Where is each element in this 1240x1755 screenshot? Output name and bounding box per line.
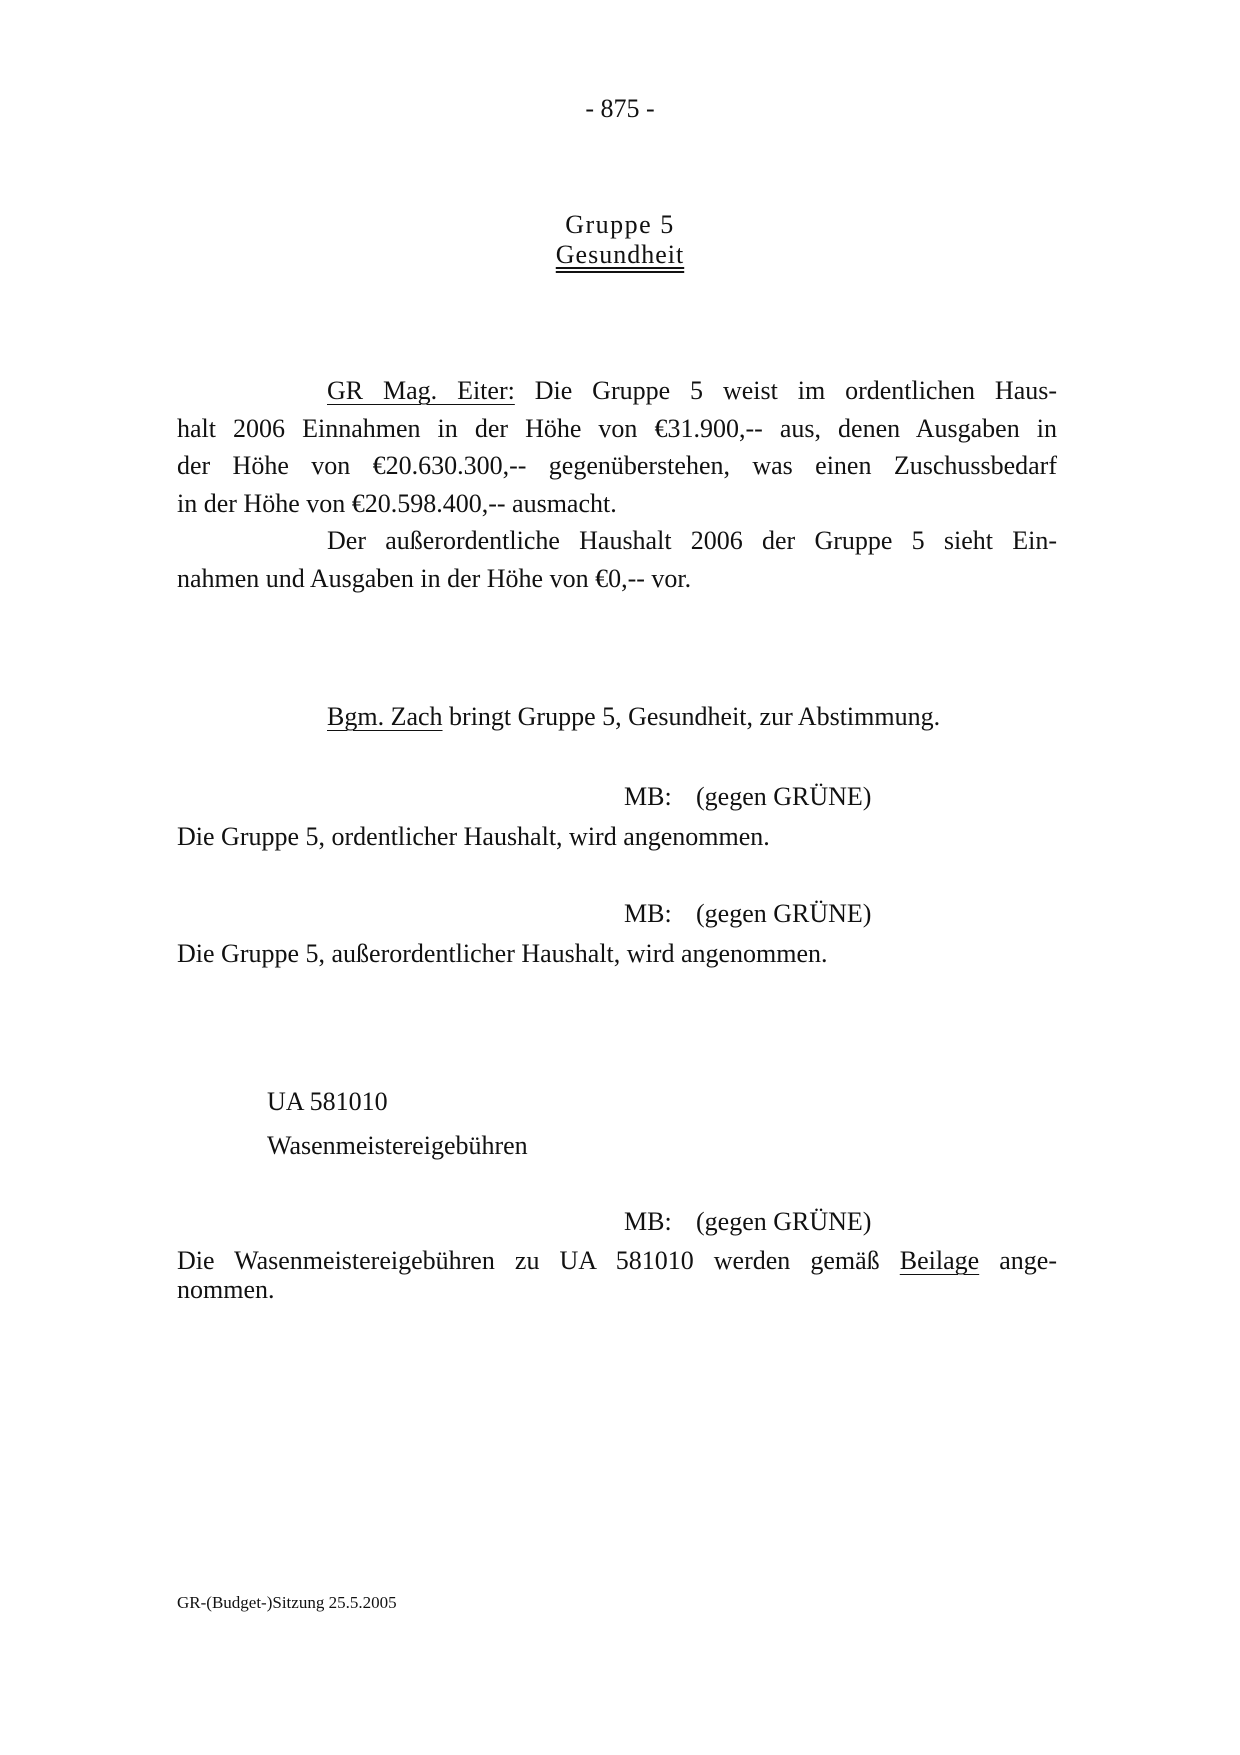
vote-mb-note: (gegen GRÜNE) — [696, 1207, 872, 1236]
beilage-reference: Beilage — [899, 1246, 980, 1275]
speech-line-1 — [177, 372, 1057, 410]
speaker-name: GR Mag. Eiter: — [327, 376, 515, 405]
speech-line-4: in der Höhe von €20.598.400,-- ausmacht. — [177, 488, 617, 518]
footer-session-info: GR-(Budget-)Sitzung 25.5.2005 — [177, 1593, 397, 1612]
speech-line-1-text: Die Gruppe 5 weist im ordentlichen Haus- — [534, 376, 1058, 405]
ua-code: UA 581010 — [267, 1087, 388, 1116]
speech-line-6: nahmen und Ausgaben in der Höhe von €0,-- vor. — [177, 563, 692, 593]
vote-mb-1 — [624, 782, 871, 812]
speech-line-2: halt 2006 Einnahmen in der Höhe von €31.900,-- aus, denen Ausgaben in — [177, 413, 1057, 443]
vote-result-2: Die Gruppe 5, außerordentlicher Haushalt, wird angenommen. — [177, 939, 828, 968]
page-number: - 875 - — [585, 94, 655, 123]
vote-mb-note: (gegen GRÜNE) — [696, 899, 872, 928]
speech-line-5: Der außerordentliche Haushalt 2006 der Gruppe 5 sieht Ein- — [327, 526, 1057, 555]
vote-call-text: bringt Gruppe 5, Gesundheit, zur Abstimmung. — [442, 702, 941, 731]
ua-name: Wasenmeistereigebühren — [267, 1131, 528, 1160]
vote-mb-note: (gegen GRÜNE) — [696, 782, 872, 811]
section-group-heading: Gruppe 5 — [565, 210, 675, 239]
ua-result-hyphen: ange- — [979, 1246, 1057, 1275]
section-title-text: Gesundheit — [555, 240, 685, 269]
vote-result-1: Die Gruppe 5, ordentlicher Haushalt, wird angenommen. — [177, 822, 770, 851]
vote-call-speaker: Bgm. Zach — [327, 702, 443, 731]
vote-mb-2 — [624, 899, 871, 929]
vote-call — [327, 702, 940, 732]
ua-result-line-2: nommen. — [177, 1275, 275, 1304]
vote-mb-label: MB: — [624, 782, 672, 811]
ua-result-line-1 — [177, 1246, 1057, 1275]
ua-result — [177, 1246, 1057, 1304]
speech-paragraph — [177, 372, 1057, 597]
vote-mb-label: MB: — [624, 1207, 672, 1236]
vote-mb-3 — [624, 1207, 871, 1237]
speech-line-3: der Höhe von €20.630.300,-- gegenüberstehen, was einen Zuschussbedarf — [177, 451, 1057, 480]
section-title — [0, 240, 1240, 270]
vote-mb-label: MB: — [624, 899, 672, 928]
ua-result-text: Die Wasenmeistereigebühren zu UA 581010 werden gemäß — [177, 1246, 900, 1275]
